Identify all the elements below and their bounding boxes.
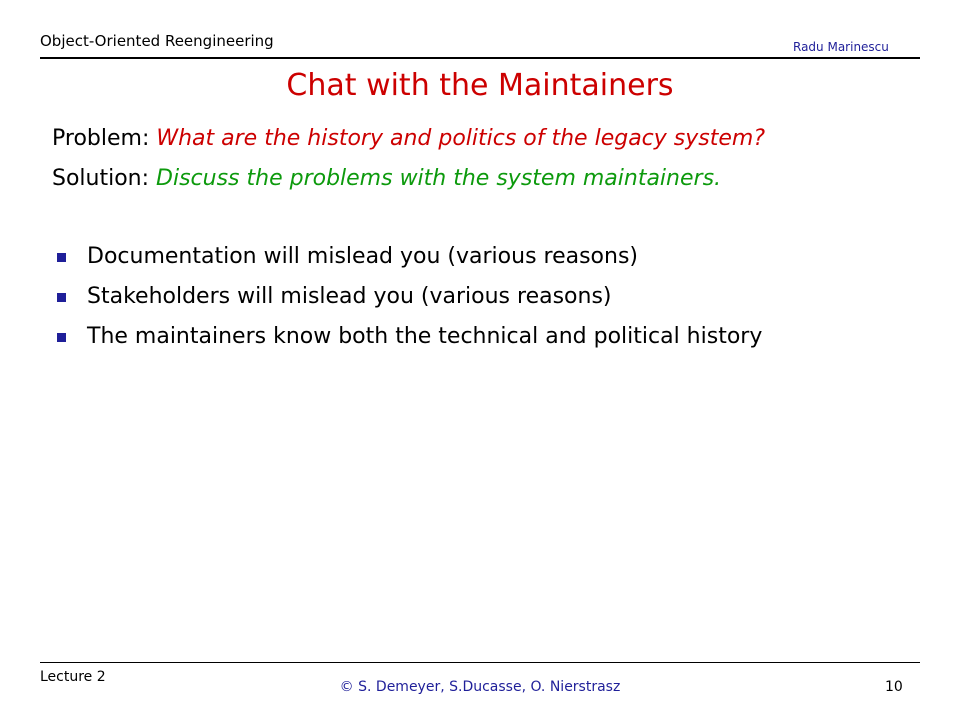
list-item-text: Documentation will mislead you (various reasons) bbox=[87, 244, 639, 269]
problem-line bbox=[52, 126, 765, 151]
square-bullet-icon bbox=[57, 293, 66, 302]
course-title: Object-Oriented Reengineering bbox=[40, 32, 274, 50]
problem-label: Problem: bbox=[52, 126, 157, 151]
solution-label: Solution: bbox=[52, 166, 157, 191]
list-item bbox=[52, 282, 762, 322]
list-item-text: The maintainers know both the technical and political history bbox=[87, 324, 763, 349]
header-divider bbox=[40, 57, 920, 59]
footer-divider bbox=[40, 662, 920, 663]
list-item bbox=[52, 322, 762, 362]
solution-line bbox=[52, 166, 721, 191]
page-number: 10 bbox=[885, 679, 903, 695]
copyright-notice: © S. Demeyer, S.Ducasse, O. Nierstrasz bbox=[339, 679, 621, 695]
author-name: Radu Marinescu bbox=[793, 40, 889, 54]
problem-text: What are the history and politics of the legacy system? bbox=[156, 126, 766, 151]
slide-title: Chat with the Maintainers bbox=[286, 68, 674, 103]
list-item bbox=[52, 242, 762, 282]
lecture-label: Lecture 2 bbox=[40, 669, 106, 685]
list-item-text: Stakeholders will mislead you (various reasons) bbox=[87, 284, 612, 309]
square-bullet-icon bbox=[57, 333, 66, 342]
square-bullet-icon bbox=[57, 253, 66, 262]
bullet-list bbox=[52, 242, 762, 362]
solution-text: Discuss the problems with the system maintainers. bbox=[156, 166, 722, 191]
